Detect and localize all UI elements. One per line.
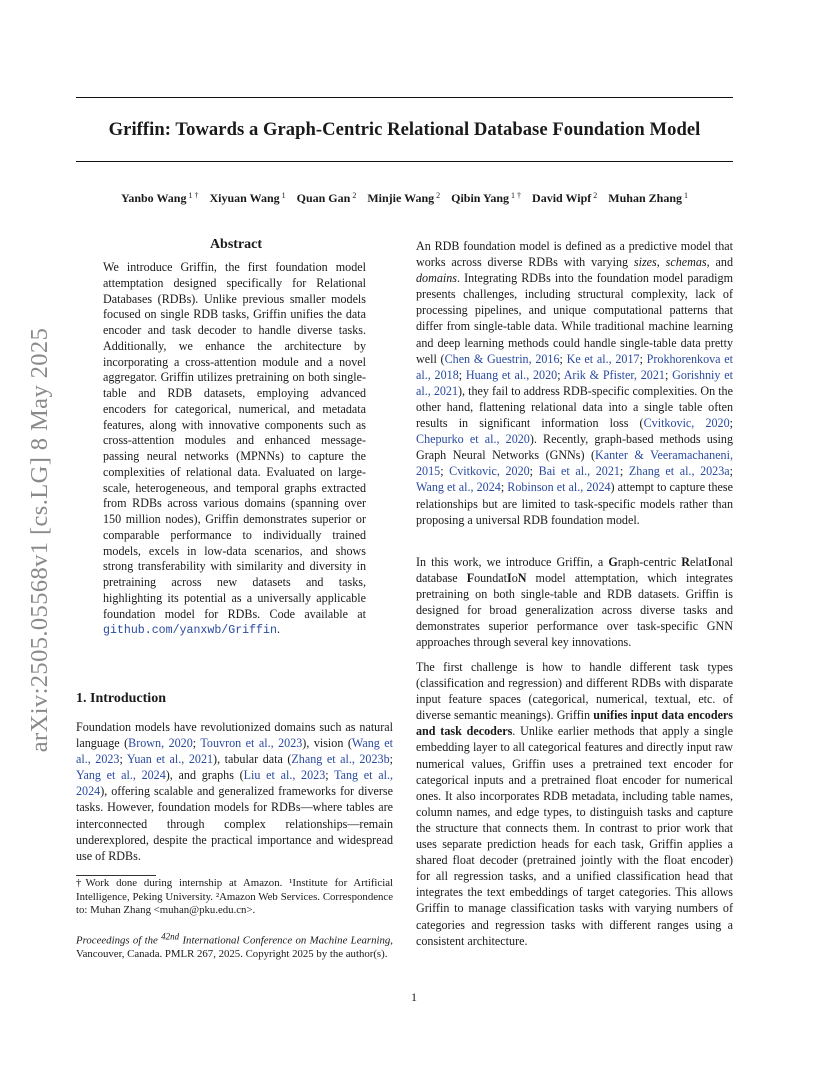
arxiv-stamp	[20, 300, 60, 780]
right-paragraph-2: In this work, we introduce Griffin, a Graph-centric RelatIonal database FoundatIoN model attemptation, which integrates pretraining on both single-table and RDB datasets. Griffin is designed for broad generalization across diverse tasks and demonstrates superior performance over task-specific GNN approaches through several key innovations.	[416, 555, 734, 650]
citation-link[interactable]: Wang et al., 2023	[76, 736, 393, 767]
citation-link[interactable]: Brown, 2020	[128, 736, 193, 751]
author: Yanbo Wang $^{1 \dagger}$	[120, 191, 199, 205]
citation-link[interactable]: Chepurko et al., 2020	[416, 432, 530, 447]
citation-link[interactable]: Huang et al., 2020	[465, 367, 558, 382]
citation-link[interactable]: Kanter & Veeramachaneni, 2015	[416, 448, 733, 479]
arxiv-id: arXiv:2505.05568v1 [cs.LG] 8 May 2025	[26, 327, 53, 753]
citation-link[interactable]: Ke et al., 2017	[566, 351, 640, 366]
footnote-proceedings: Proceedings of the $^{42nd}$ International Conference on Machine Learning, Vancouver, Canada. PMLR 267, 2025. Copyright 2025 by the author(s).	[76, 931, 393, 961]
citation-link[interactable]: Robinson et al., 2024	[507, 480, 611, 495]
author: Qibin Yang $^{1 \dagger}$	[451, 191, 522, 205]
citation-link[interactable]: Arik & Pfister, 2021	[563, 367, 665, 382]
author: Minjie Wang $^2$	[367, 191, 441, 205]
author: David Wipf $^2$	[532, 191, 598, 205]
page-number: 1	[411, 990, 417, 1004]
title-top-rule	[76, 97, 733, 98]
author-list	[76, 191, 733, 206]
citation-link[interactable]: Cvitkovic, 2020	[643, 416, 730, 431]
abstract-body: We introduce Griffin, the first foundation model attemptation designed specifically for Relational Databases (RDBs). Unlike previous smaller models focused on single RDB tasks, Griffin unifies the data encoder and task decoder to handle diverse tasks. Additionally, we enhance the architecture by incorporating a cross-attention module and a novel aggregator. Griffin utilizes pretraining on both single-table and RDB datasets, employing advanced encoders for categorical, numerical, and metadata features, along with innovative components such as cross-attention modules and enhanced message-passing neural networks (MPNNs) to capture the complexities of relational data. Evaluated on large-scale, heterogeneous, and temporal graphs extracted from RDBs across various domains (spanning over 150 million nodes), Griffin demonstrates superior or comparable performance to individually trained models, excels in low-data scenarios, and shows strong transferability with similarity and diversity in pretraining across new datasets and tasks, highlighting its potential as a universally applicable foundation model for RDBs. Code available at github.com/yanxwb/Griffin.	[103, 260, 366, 638]
author: Xiyuan Wang $^1$	[209, 191, 286, 205]
paper-title: Griffin: Towards a Graph-Centric Relational Database Foundation Model	[108, 119, 701, 140]
citation-link[interactable]: Zhang et al., 2023a	[628, 464, 730, 479]
abstract-heading: Abstract	[209, 237, 263, 252]
intro-paragraph: Foundation models have revolutionized domains such as natural language (Brown, 2020; Touvron et al., 2023), vision (Wang et al., 2023; Yuan et al., 2021), tabular data (Zhang et al., 2023b; Yang et al., 2024), and graphs (Liu et al., 2023; Tang et al., 2024), offering scalable and generalized frameworks for diverse tasks. However, foundation models for RDBs—where tables are interconnected through complex relationships—remain underexplored, despite the practical importance and widespread use of RDBs.	[76, 720, 393, 863]
citation-link[interactable]: Tang et al., 2024	[76, 768, 393, 799]
citation-link[interactable]: Prokhorenkova et al., 2018	[416, 351, 733, 382]
citation-link[interactable]: Yang et al., 2024	[76, 768, 166, 783]
citation-link[interactable]: Liu et al., 2023	[243, 768, 326, 783]
right-paragraph-1: An RDB foundation model is defined as a predictive model that works across diverse RDBs with varying sizes, schemas, and domains. Integrating RDBs into the foundation model paradigm presents challenges, including structural complexity, lack of processing pipelines, and unique computational patterns that differ from single-table data. While traditional machine learning and deep learning methods could handle single-table data pretty well (Chen & Guestrin, 2016; Ke et al., 2017; Prokhorenkova et al., 2018; Huang et al., 2020; Arik & Pfister, 2021; Gorishniy et al., 2021), they fail to address RDB-specific complexities. On the other hand, flattening relational data into a single table often results in significant information loss (Cvitkovic, 2020; Chepurko et al., 2020). Recently, graph-based methods using Graph Neural Networks (GNNs) (Kanter & Veeramachaneni, 2015; Cvitkovic, 2020; Bai et al., 2021; Zhang et al., 2023a; Wang et al., 2024; Robinson et al., 2024) attempt to capture these relationships but are limited to task-specific models rather than proposing a universal RDB foundation model.	[416, 239, 734, 527]
code-link[interactable]: github.com/yanxwb/Griffin	[103, 624, 277, 638]
author: Muhan Zhang $^1$	[608, 191, 688, 205]
citation-link[interactable]: Chen & Guestrin, 2016	[444, 351, 560, 366]
right-paragraph-3: The first challenge is how to handle different task types (classification and regression) and different RDBs with disparate input feature spaces (categorical, numerical, textual, etc. of diverse semantic meanings). Griffin unifies input data encoders and task decoders. Unlike earlier methods that apply a single embedding layer to all categorical features and directly input raw numerical values, Griffin uses a pretrained text encoder for categorical inputs and a pretrained float encoder for numerical ones. It also incorporates RDB metadata, including table names, column names, and edge types, to distinguish tasks and capture the structure that connects them. In contrast to prior work that uses separate prediction heads for each task, Griffin applies a shared float decoder (pretrained jointly with the float encoder) for all regression tasks, and a unified classification head that integrates the text embeddings of target categories. This allows Griffin to manage classification tasks with varying numbers of categories and regression tasks with different ranges using a consistent architecture.	[416, 660, 734, 948]
author: Quan Gan $^2$	[296, 191, 357, 205]
abstract-text: We introduce Griffin, the first foundation model attemptation designed specifically for Relational Databases (RDBs). Unlike previous smaller models focused on single RDB tasks, Griffin unifies the data encoder and task decoder to handle diverse tasks. Additionally, we enhance the architecture by incorporating a cross-attention module and a novel aggregator. Griffin utilizes pretraining on both single-table and RDB datasets, employing advanced encoders for categorical, numerical, and metadata features, along with innovative components such as cross-attention modules and enhanced message-passing neural networks (MPNNs) to capture the complexities of relational data. Evaluated on large-scale, heterogeneous, and temporal graphs extracted from RDBs across various domains (spanning over 150 million nodes), Griffin demonstrates superior or comparable performance to individually trained models, excels in low-data scenarios, and shows strong transferability with similarity and diversity in pretraining across new datasets and tasks, highlighting its potential as a universally applicable foundation model for RDBs. Code available at	[103, 260, 366, 621]
footnote-affiliations: †Work done during internship at Amazon. ¹Institute for Artificial Intelligence, Peking University. ²Amazon Web Services. Correspondence to: Muhan Zhang <muhan@pku.edu.cn>.	[76, 877, 393, 917]
citation-link[interactable]: Cvitkovic, 2020	[449, 464, 530, 479]
citation-link[interactable]: Zhang et al., 2023b	[291, 752, 390, 767]
title-bottom-rule	[76, 161, 733, 162]
citation-link[interactable]: Gorishniy et al., 2021	[416, 367, 733, 398]
citation-link[interactable]: Wang et al., 2024	[416, 480, 501, 495]
citation-link[interactable]: Bai et al., 2021	[538, 464, 620, 479]
footnote-rule	[76, 875, 156, 876]
section-heading-introduction: 1. Introduction	[76, 691, 166, 706]
citation-link[interactable]: Touvron et al., 2023	[200, 736, 303, 751]
citation-link[interactable]: Yuan et al., 2021	[126, 752, 214, 767]
